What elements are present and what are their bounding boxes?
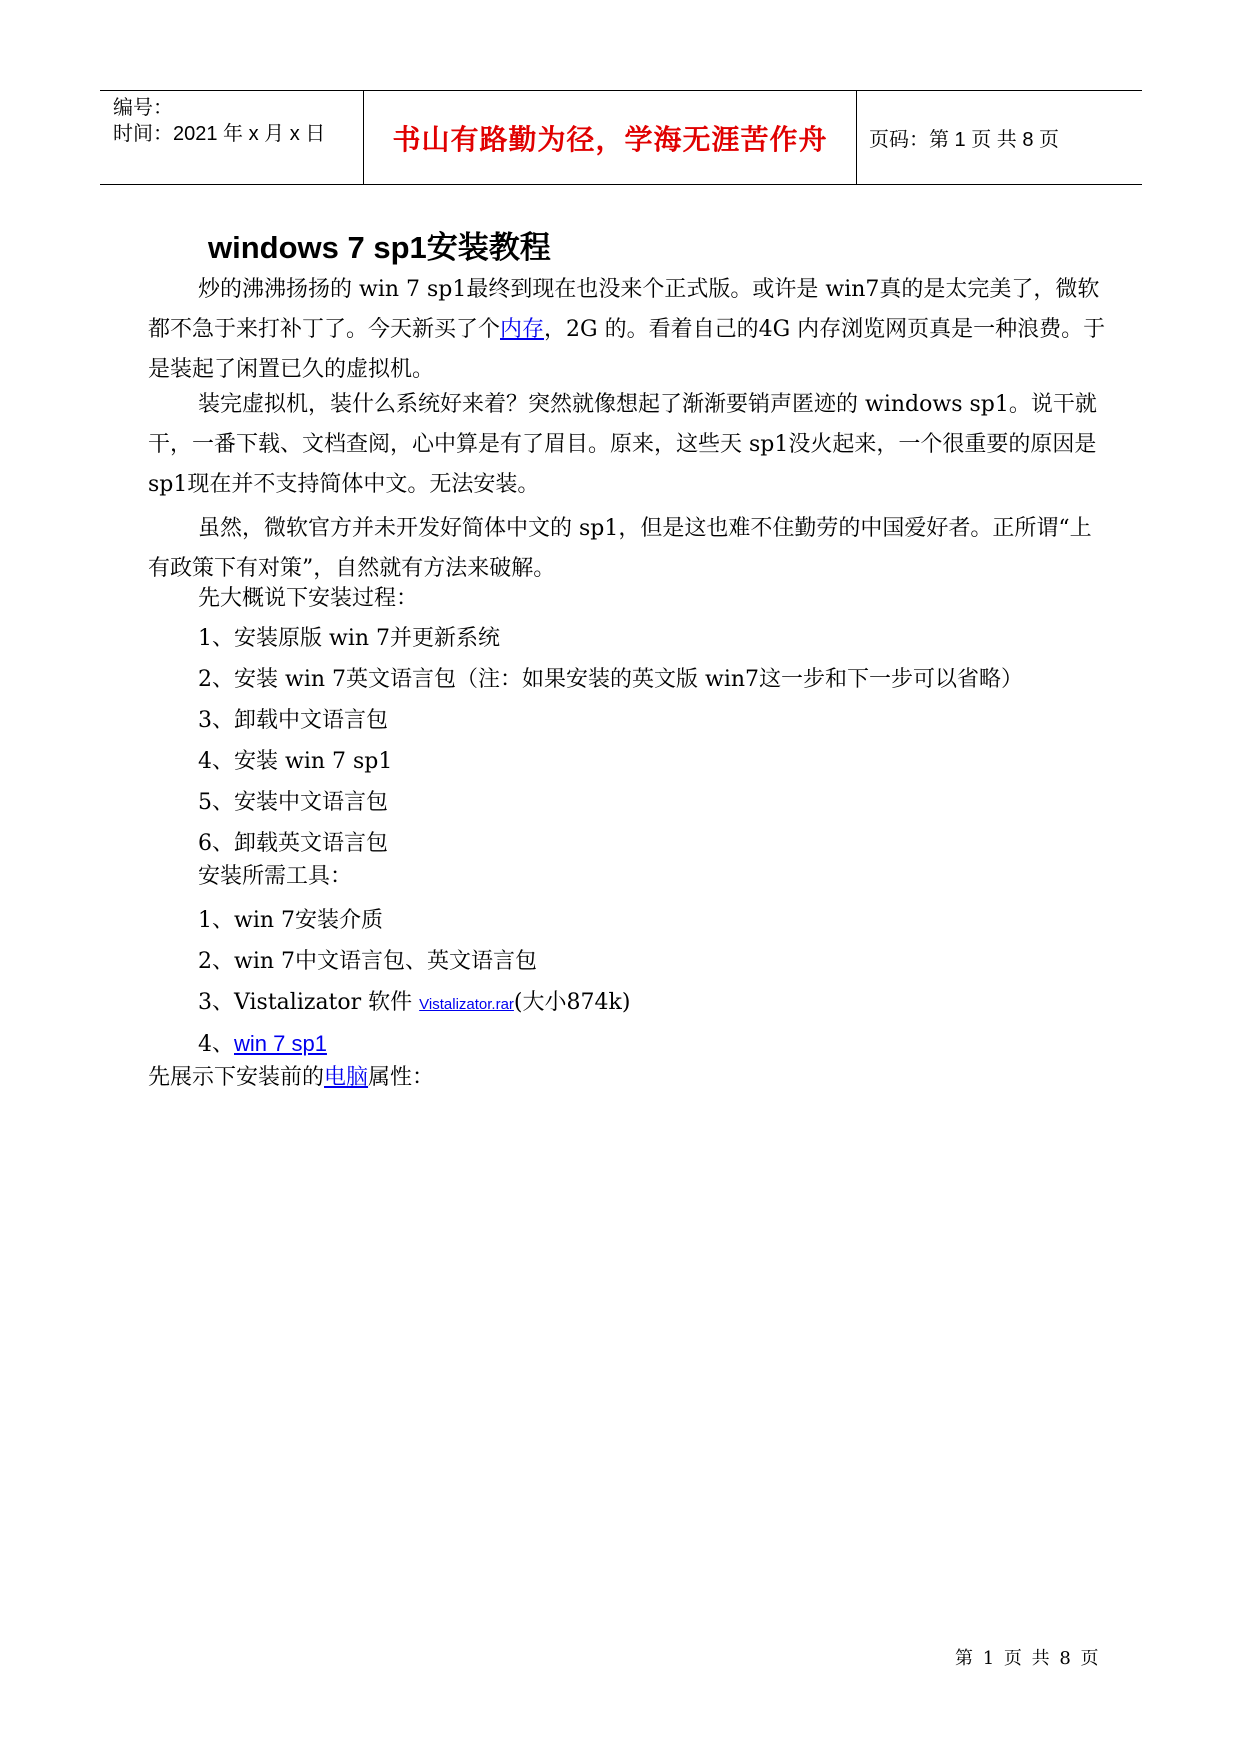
document-title: windows 7 sp1安装教程: [208, 230, 551, 265]
process-step-6: 6、卸载英文语言包: [198, 831, 388, 856]
computer-link[interactable]: 电脑: [324, 1065, 369, 1090]
tool-3-suffix: (大小874k): [513, 990, 631, 1015]
header-meta-cell: [100, 91, 363, 184]
win7-sp1-link[interactable]: win 7 sp1: [234, 1031, 327, 1056]
closing-prefix: 先展示下安装前的: [148, 1065, 325, 1090]
paragraph-3: [148, 509, 1108, 589]
page-footer: 第 1 页 共 8 页: [955, 1648, 1101, 1669]
page-number-label: 页码：第 1 页 共 8 页: [869, 129, 1060, 151]
process-step-4: 4、安装 win 7 sp1: [198, 749, 393, 774]
paragraph-3-text: 虽然，微软官方并未开发好简体中文的 sp1，但是这也难不住勤劳的中国爱好者。正所谓“上有政策下有对策”，自然就有方法来破解。: [148, 516, 1092, 581]
tool-3: [198, 988, 630, 1020]
motto-cell: [363, 91, 857, 184]
closing-suffix: 属性：: [368, 1065, 435, 1090]
paragraph-1-text-a: 炒的沸沸扬扬的 win 7 sp1最终到现在也没来个正式版。或许是 win7真的是太完美了，微软都不急于来打补丁了。今天新买了个: [148, 277, 1100, 342]
tool-2: 2、win 7中文语言包、英文语言包: [198, 949, 538, 974]
process-step-1: 1、安装原版 win 7并更新系统: [198, 626, 501, 651]
paragraph-1: [148, 270, 1108, 390]
time-label: 时间：2021 年 x 月 x 日: [113, 123, 326, 145]
page-number-cell: [857, 91, 1142, 184]
header-table: [100, 90, 1142, 185]
process-step-2: 2、安装 win 7英文语言包（注：如果安装的英文版 win7这一步和下一步可以省略）: [198, 667, 1024, 692]
tool-4: [198, 1029, 327, 1060]
paragraph-2: [148, 385, 1108, 505]
tool-3-prefix: 3、Vistalizator 软件: [198, 990, 420, 1015]
paragraph-1-text-b: ，2G 的。看着自己的4G 内存浏览网页真是一种浪费。于是装起了闲置已久的虚拟机。: [148, 317, 1106, 382]
process-heading: 先大概说下安装过程：: [198, 586, 419, 611]
tool-1: 1、win 7安装介质: [198, 908, 384, 933]
number-label: 编号：: [113, 97, 173, 119]
closing-line: [148, 1063, 434, 1093]
motto-text: 书山有路勤为径，学海无涯苦作舟: [392, 122, 828, 156]
vistalizator-link[interactable]: Vistalizator.rar: [419, 996, 514, 1013]
paragraph-2-text: 装完虚拟机，装什么系统好来着？突然就像想起了渐渐要销声匿迹的 windows sp1。说干就干，一番下载、文档查阅，心中算是有了眉目。原来，这些天 sp1没火起来，一个很重要的原因是 sp1现在并不支持简体中文。无法安装。: [148, 392, 1097, 497]
process-step-5: 5、安装中文语言包: [198, 790, 388, 815]
tool-4-prefix: 4、: [198, 1032, 234, 1057]
memory-link[interactable]: 内存: [500, 317, 545, 342]
tools-heading: 安装所需工具：: [198, 864, 353, 889]
process-step-3: 3、卸载中文语言包: [198, 708, 388, 733]
